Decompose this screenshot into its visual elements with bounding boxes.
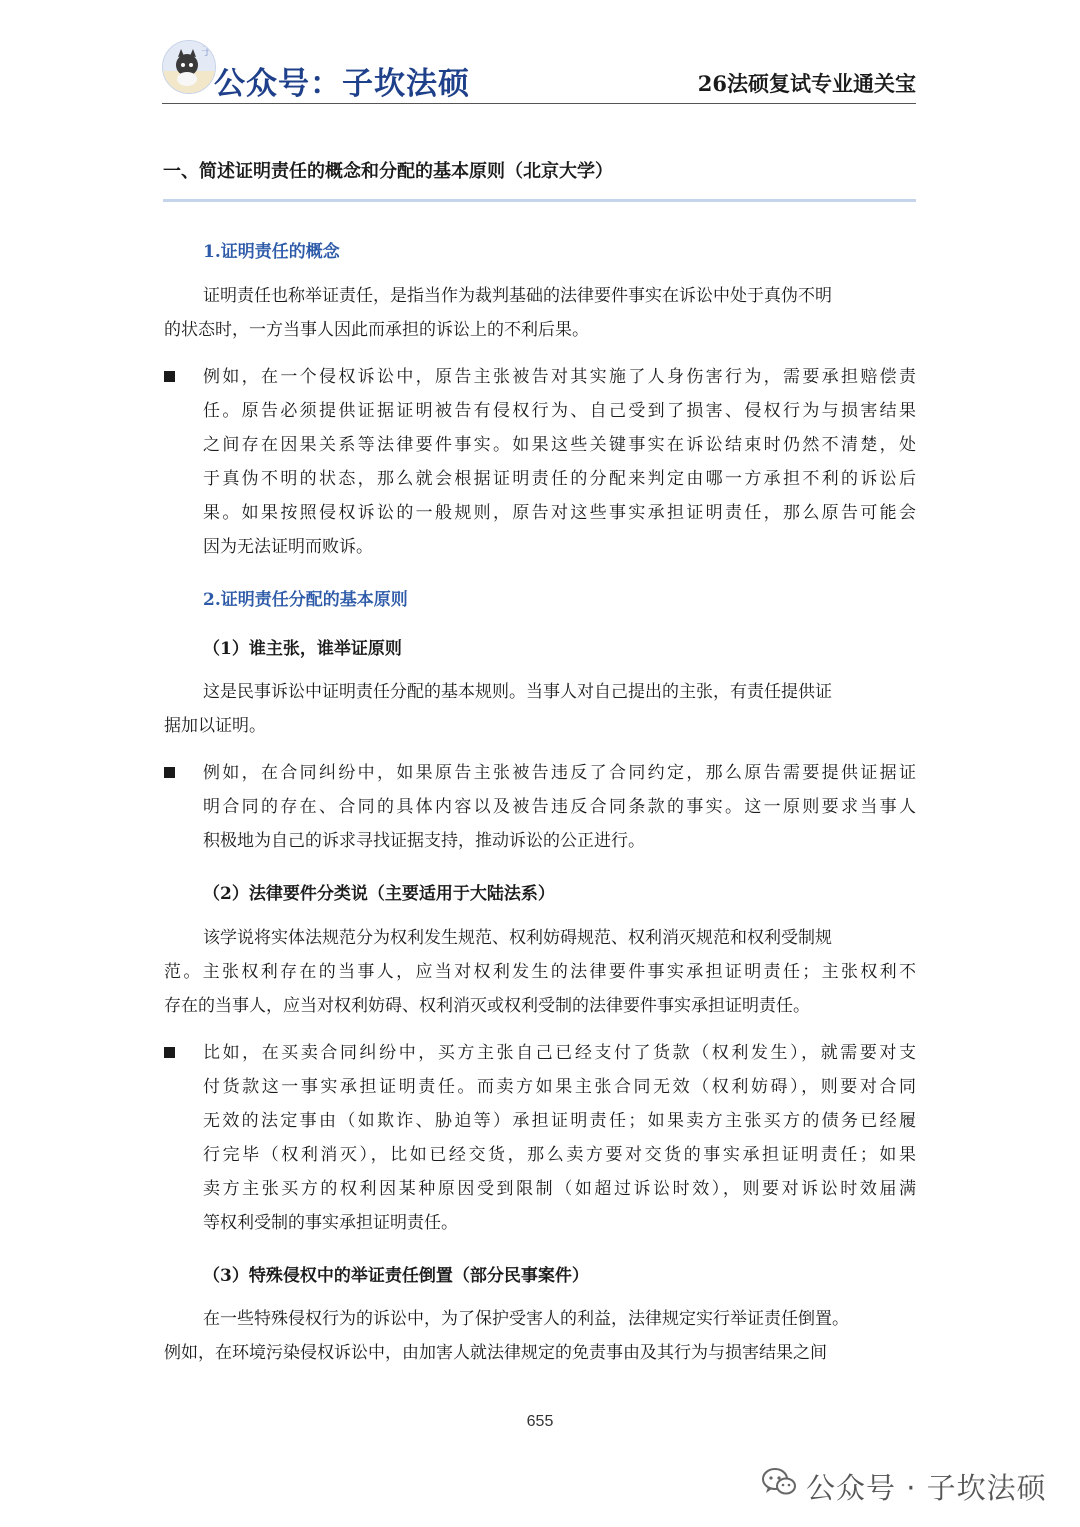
section-title: 一、简述证明责任的概念和分配的基本原则（北京大学） (163, 161, 613, 182)
bullet-line: 等权利受制的事实承担证明责任。 (203, 1213, 458, 1233)
paragraph-line: 该学说将实体法规范分为权利发生规范、权利妨碍规范、权利消灭规范和权利受制规 (203, 928, 832, 948)
bullet-line: 付货款这一事实承担证明责任。而卖方如果主张合同无效（权利妨碍），则要对合同 (203, 1077, 916, 1097)
paragraph-line: 据加以证明。 (164, 716, 266, 736)
bullet-line: 于真伪不明的状态，那么就会根据证明责任的分配来判定由哪一方承担不利的诉讼后 (203, 469, 916, 489)
bullet-line: 无效的法定事由（如欺诈、胁迫等）承担证明责任；如果卖方主张买方的债务已经履 (203, 1111, 916, 1131)
bullet-line: 之间存在因果关系等法律要件事实。如果这些关键事实在诉讼结束时仍然不清楚，处 (203, 435, 916, 455)
subsubheading-burden-reversal: （3）特殊侵权中的举证责任倒置（部分民事案件） (203, 1266, 589, 1286)
bullet-line: 因为无法证明而败诉。 (203, 537, 373, 557)
bullet-line: 行完毕（权利消灭），比如已经交货，那么卖方要对交货的事实承担证明责任；如果 (203, 1145, 916, 1165)
bullet-square-icon (164, 767, 175, 778)
paragraph-line: 范。主张权利存在的当事人，应当对权利发生的法律要件事实承担证明责任；主张权利不 (164, 962, 916, 982)
paragraph-line: 存在的当事人，应当对权利妨碍、权利消灭或权利受制的法律要件事实承担证明责任。 (164, 996, 810, 1016)
page-number: 655 (526, 1413, 554, 1430)
bullet-line: 例如，在一个侵权诉讼中，原告主张被告对其实施了人身伤害行为，需要承担赔偿责 (203, 367, 916, 387)
subsubheading-legal-elements: （2）法律要件分类说（主要适用于大陆法系） (203, 884, 555, 904)
paragraph-line: 的状态时，一方当事人因此而承担的诉讼上的不利后果。 (164, 320, 589, 340)
subheading-principles: 2.证明责任分配的基本原则 (203, 590, 408, 610)
header-account-title: 公众号：子坎法硕 (214, 66, 470, 102)
paragraph-line: 例如，在环境污染侵权诉讼中，由加害人就法律规定的免责事由及其行为与损害结果之间 (164, 1343, 827, 1363)
svg-text:子: 子 (201, 44, 214, 58)
bullet-line: 任。原告必须提供证据证明被告有侵权行为、自己受到了损害、侵权行为与损害结果 (203, 401, 916, 421)
header-book-title: 26法硕复试专业通关宝 (697, 71, 916, 96)
subheading-concept: 1.证明责任的概念 (203, 242, 340, 262)
bullet-line: 例如，在合同纠纷中，如果原告主张被告违反了合同约定，那么原告需要提供证据证 (203, 763, 916, 783)
cartoon-avatar-logo (162, 40, 216, 94)
bullet-line: 果。如果按照侵权诉讼的一般规则，原告对这些事实承担证明责任，那么原告可能会 (203, 503, 916, 523)
watermark-text: 公众号 · 子坎法硕 (806, 1471, 1047, 1505)
bullet-line: 比如，在买卖合同纠纷中，买方主张自己已经支付了货款（权利发生），就需要对支 (203, 1043, 916, 1063)
bullet-square-icon (164, 1047, 175, 1058)
section-divider (163, 199, 916, 202)
bullet-square-icon (164, 371, 175, 382)
page-header (162, 40, 916, 106)
bullet-line: 明合同的存在、合同的具体内容以及被告违反合同条款的事实。这一原则要求当事人 (203, 797, 916, 817)
paragraph-line: 在一些特殊侵权行为的诉讼中，为了保护受害人的利益，法律规定实行举证责任倒置。 (203, 1309, 849, 1329)
header-divider (162, 103, 916, 104)
subsubheading-who-claims: （1）谁主张，谁举证原则 (203, 639, 402, 659)
wechat-icon (762, 1468, 796, 1496)
paragraph-line: 证明责任也称举证责任，是指当作为裁判基础的法律要件事实在诉讼中处于真伪不明 (203, 286, 832, 306)
bullet-line: 积极地为自己的诉求寻找证据支持，推动诉讼的公正进行。 (203, 831, 645, 851)
bullet-line: 卖方主张买方的权利因某种原因受到限制（如超过诉讼时效），则要对诉讼时效届满 (203, 1179, 916, 1199)
paragraph-line: 这是民事诉讼中证明责任分配的基本规则。当事人对自己提出的主张，有责任提供证 (203, 682, 832, 702)
